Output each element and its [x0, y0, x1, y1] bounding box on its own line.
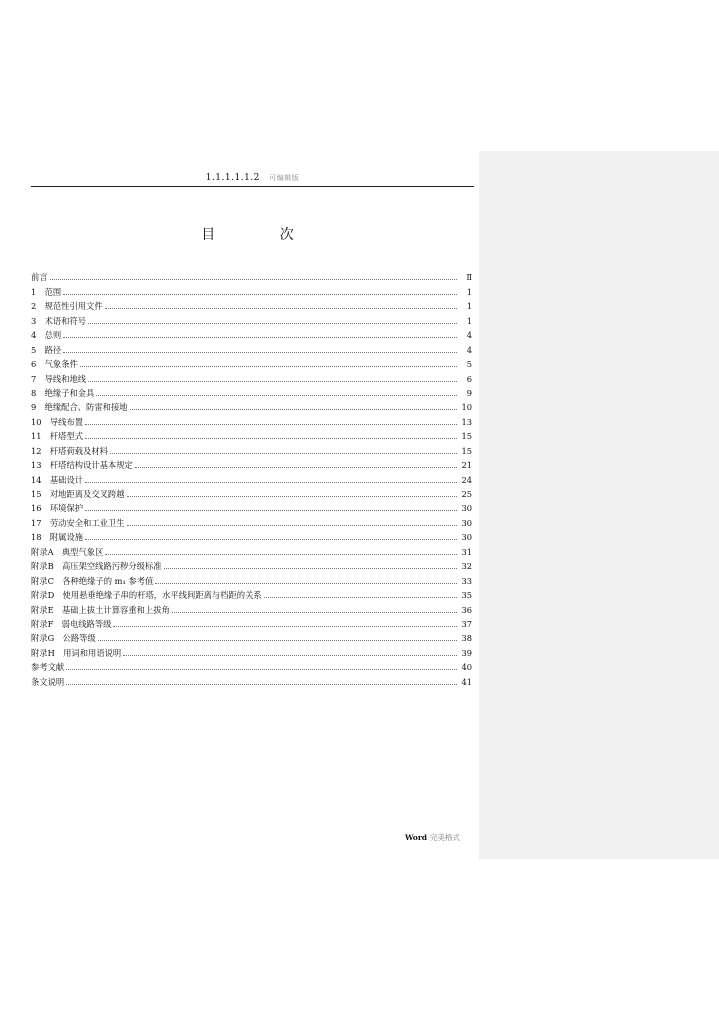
toc-entry[interactable] [31, 658, 472, 672]
toc-leader [63, 337, 457, 338]
toc-entry-label: 5 路径 [31, 344, 62, 355]
toc-leader [63, 352, 457, 353]
toc-entry[interactable] [31, 672, 472, 686]
toc-entry-page: 36 [461, 604, 472, 615]
toc-entry-page: 30 [461, 503, 472, 514]
toc-entry-page: Ⅱ [466, 272, 472, 283]
toc-entry-page: 4 [466, 330, 472, 341]
toc-entry[interactable] [31, 398, 472, 412]
toc-entry-label: 4 总则 [31, 330, 62, 341]
toc-entry-label: 条文说明 [31, 676, 65, 687]
toc-entry[interactable] [31, 412, 472, 426]
toc-entry[interactable] [31, 629, 472, 643]
header-rule [31, 186, 474, 187]
table-of-contents [31, 268, 472, 687]
toc-entry-page: 32 [461, 561, 472, 572]
toc-leader [264, 597, 457, 598]
toc-entry-label: 附录F 弱电线路等级 [31, 618, 112, 629]
header-number: 1.1.1.1.1.2 [205, 173, 260, 183]
toc-entry-page: 25 [461, 489, 472, 499]
toc-entry-label: 1 范围 [31, 286, 62, 297]
page-title: 目 次 [201, 227, 324, 243]
toc-entry-label: 附录E 基础上拔土计算容重和上拔角 [31, 604, 170, 615]
toc-entry-label: 12 杆塔荷载及材料 [31, 445, 108, 456]
toc-entry-label: 13 杆塔结构设计基本规定 [31, 460, 133, 471]
toc-entry[interactable] [31, 340, 472, 354]
toc-entry-label: 附录B 高压架空线路污秽分级标准 [31, 561, 162, 572]
toc-entry-label: 附录A 典型气象区 [31, 546, 104, 557]
toc-entry-label: 附录C 各种绝缘子的 m₁ 参考值 [31, 575, 154, 586]
toc-entry-label: 11 杆塔型式 [31, 431, 84, 442]
toc-entry-page: 21 [461, 460, 472, 471]
toc-leader [85, 424, 457, 425]
toc-entry[interactable] [31, 427, 472, 441]
toc-leader [85, 438, 457, 439]
toc-leader [135, 467, 457, 468]
toc-leader [172, 612, 457, 613]
toc-entry[interactable] [31, 355, 472, 369]
toc-entry-page: 4 [466, 344, 472, 355]
toc-entry-page: 9 [466, 387, 472, 398]
toc-entry[interactable] [31, 600, 472, 614]
toc-leader [66, 669, 457, 670]
toc-entry[interactable] [31, 456, 472, 470]
toc-entry-page: 38 [461, 633, 472, 644]
comment-sidebar [479, 151, 719, 859]
toc-entry[interactable] [31, 384, 472, 398]
toc-entry-page: 24 [461, 474, 472, 485]
toc-entry-label: 9 绝缘配合、防雷和接地 [31, 402, 128, 413]
page-header [31, 173, 474, 183]
toc-leader [63, 294, 457, 295]
toc-entry-label: 附录D 使用悬垂绝缘子串的杆塔，水平线间距离与档距的关系 [31, 590, 262, 601]
toc-leader [105, 554, 457, 555]
toc-entry-label: 前言 [31, 272, 48, 283]
toc-leader [127, 525, 457, 526]
toc-entry-label: 7 导线和地线 [31, 373, 87, 384]
toc-leader [123, 655, 457, 656]
toc-entry[interactable] [31, 499, 472, 513]
toc-leader [85, 539, 457, 540]
toc-leader [110, 453, 457, 454]
toc-entry-label: 参考文献 [31, 662, 65, 673]
toc-entry[interactable] [31, 615, 472, 629]
toc-leader [50, 279, 457, 280]
toc-entry-page: 13 [461, 416, 472, 427]
toc-entry-label: 3 术语和符号 [31, 315, 87, 326]
toc-leader [127, 496, 457, 497]
toc-leader [98, 640, 457, 641]
toc-leader [155, 583, 457, 584]
toc-entry[interactable] [31, 557, 472, 571]
toc-leader [85, 482, 457, 483]
toc-entry[interactable] [31, 571, 472, 585]
toc-leader [105, 308, 457, 309]
toc-entry-label: 14 基础设计 [31, 474, 84, 485]
toc-entry-label: 6 气象条件 [31, 359, 78, 370]
toc-leader [96, 395, 457, 396]
toc-entry[interactable] [31, 326, 472, 340]
toc-entry[interactable] [31, 513, 472, 527]
toc-entry[interactable] [31, 282, 472, 296]
toc-entry-page: 15 [461, 445, 472, 456]
toc-entry-page: 1 [466, 286, 472, 297]
toc-entry-page: 30 [461, 532, 472, 543]
toc-entry-label: 18 附属设施 [31, 532, 84, 543]
toc-entry[interactable] [31, 297, 472, 311]
footer-word: Word [405, 833, 428, 842]
toc-leader [113, 626, 457, 627]
toc-entry-label: 8 绝缘子和金具 [31, 387, 95, 398]
toc-entry[interactable] [31, 441, 472, 455]
toc-entry-label: 附录H 用词和用语说明 [31, 647, 122, 658]
toc-entry[interactable] [31, 369, 472, 383]
toc-entry[interactable] [31, 470, 472, 484]
toc-entry[interactable] [31, 485, 472, 499]
toc-leader [66, 684, 457, 685]
toc-leader [88, 323, 457, 324]
toc-leader [85, 510, 457, 511]
toc-leader [130, 409, 457, 410]
toc-entry[interactable] [31, 643, 472, 657]
toc-entry-label: 16 环境保护 [31, 503, 84, 514]
toc-entry[interactable] [31, 268, 472, 282]
toc-entry-page: 5 [466, 359, 472, 370]
toc-entry-label: 附录G 公路等级 [31, 633, 96, 644]
toc-entry[interactable] [31, 542, 472, 556]
toc-entry-page: 37 [461, 618, 472, 629]
toc-entry-page: 39 [461, 647, 472, 658]
toc-entry[interactable] [31, 311, 472, 325]
toc-entry-page: 10 [461, 402, 472, 413]
toc-entry-page: 6 [466, 373, 472, 384]
toc-entry[interactable] [31, 586, 472, 600]
header-edition: 可编辑版 [269, 174, 300, 182]
toc-entry-label: 15 对地距离及交叉跨越 [31, 489, 125, 499]
toc-entry-label: 2 规范性引用文件 [31, 301, 103, 312]
toc-entry[interactable] [31, 528, 472, 542]
toc-entry-page: 31 [461, 546, 472, 557]
toc-leader [80, 366, 457, 367]
toc-entry-page: 1 [466, 315, 472, 326]
page-footer [405, 832, 460, 843]
toc-leader [164, 568, 457, 569]
toc-entry-page: 35 [461, 590, 472, 601]
toc-entry-page: 15 [461, 431, 472, 442]
toc-entry-label: 10 导线布置 [31, 416, 84, 427]
toc-entry-page: 33 [461, 575, 472, 586]
toc-entry-page: 30 [461, 517, 472, 528]
toc-entry-page: 41 [461, 676, 472, 687]
toc-leader [88, 381, 457, 382]
footer-format: 完美格式 [430, 833, 461, 842]
toc-entry-label: 17 劳动安全和工业卫生 [31, 517, 125, 528]
toc-entry-page: 1 [466, 301, 472, 312]
toc-entry-page: 40 [461, 662, 472, 673]
